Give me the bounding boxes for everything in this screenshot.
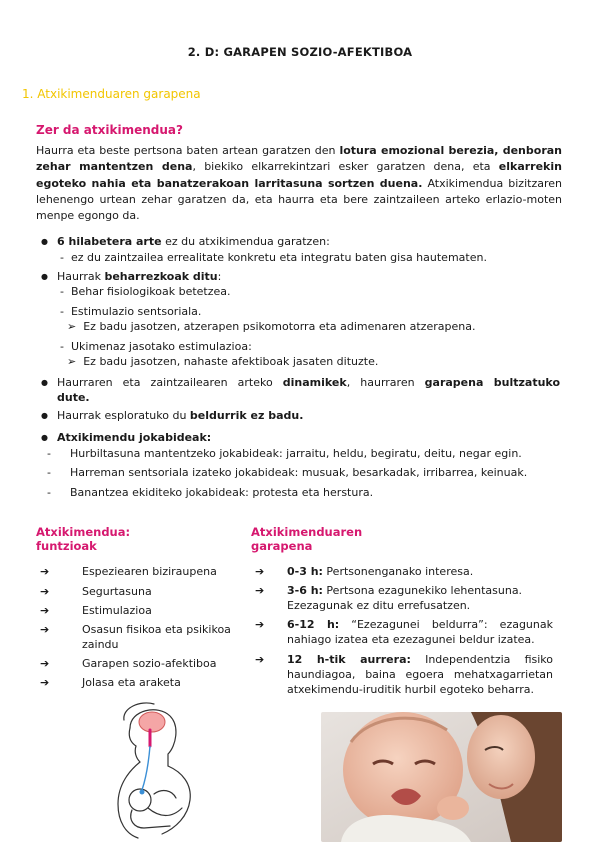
bullet-2-sub-3: - Ukimenaz jasotako estimulazioa: [60, 340, 252, 353]
bullet-2-arrow-1: ➢ Ez badu jasotzen, atzerapen psikomotorra eta adimenaren atzerapena. [67, 320, 476, 333]
intro-text-3: Atxikimendua bizitzaren lehenengo urtean zehar garatzen da, eta haurra eta bere zaintzaileen arteko erlazio-moten menpe egongo da. [36, 176, 562, 223]
development-item-1: 0-3 h: Pertsonenganako interesa. [287, 565, 474, 578]
development-item-4-cont-2: atxekimendu-iruditik hurbil egoteko beharra. [287, 683, 534, 696]
arrow-icon: ➔ [255, 565, 265, 578]
mother-baby-photo [321, 712, 562, 842]
development-item-3-cont: nahiago izatea eta ezezagunei beldur izatea. [287, 633, 535, 646]
arrow-icon: ➔ [255, 584, 265, 597]
bullet-1-bold: 6 hilabetera arte [57, 235, 162, 248]
function-item: Segurtasuna [82, 585, 152, 598]
bullet-1 [57, 234, 330, 249]
intro-paragraph [36, 143, 562, 224]
bullet-5-sub-3-text: Banantzea ekiditeko jokabideak: protesta eta herstura. [70, 486, 374, 499]
bullet-5: Atxikimendu jokabideak: [57, 431, 212, 444]
arrow-icon: ➔ [40, 565, 50, 578]
bullet-3-cont: dute. [57, 391, 90, 404]
bullet-dot: ● [41, 272, 48, 281]
function-item: Estimulazioa [82, 604, 152, 617]
arrow-icon: ➔ [40, 585, 50, 598]
mother-baby-illustration [110, 700, 210, 840]
arrow-icon: ➔ [40, 604, 50, 617]
bullet-4: Haurrak esploratuko du beldurrik ez badu. [57, 409, 304, 422]
bullet-5-sub-2: - [47, 466, 51, 479]
function-item: Jolasa eta araketa [82, 676, 181, 689]
bullet-dot: ● [41, 411, 48, 420]
function-item: Garapen sozio-afektiboa [82, 657, 217, 670]
bullet-1-sub: - ez du zaintzailea errealitate konkretu eta integratu baten gisa hautematen. [60, 251, 487, 264]
development-item-4-cont-1: haundiagoa, baina egoera mehatxagarrietan [287, 668, 553, 681]
bullet-5-sub-2-text: Harreman sentsoriala izateko jokabideak: musuak, besarkadak, irribarrea, keinuak. [70, 466, 528, 479]
development-item-2: 3-6 h: Pertsona ezagunekiko lehentasuna. [287, 584, 523, 597]
bullet-dot: ● [41, 378, 48, 387]
section-heading: 1. Atxikimenduaren garapena [22, 87, 201, 101]
intro-text-2: , biekiko elkarrekintzari esker garatzen dena, eta [192, 160, 499, 174]
bullet-5-sub-1: - [47, 447, 51, 460]
intro-bold-2: elkarrekin egoteko nahia eta banatzerakoan larritasuna sortzen duena. [36, 160, 562, 190]
functions-heading: Atxikimendua: funtzioak [36, 525, 131, 553]
bullet-5-sub-1-text: Hurbiltasuna mantentzeko jokabideak: jarraitu, heldu, begiratu, deitu, negar egin. [70, 447, 522, 460]
intro-bold-1: lotura emozional berezia, denboran zehar mantentzen dena [36, 144, 562, 174]
bullet-2-sub-1: - Behar fisiologikoak betetzea. [60, 285, 231, 298]
development-heading: Atxikimenduaren garapena [251, 525, 363, 553]
bullet-5-sub-3: - [47, 486, 51, 499]
development-item-3: 6-12 h: “Ezezagunei beldurra”: ezagunak [287, 618, 553, 631]
development-item-4: 12 h-tik aurrera: Independentzia fisiko [287, 653, 553, 666]
bullet-dot: ● [41, 237, 48, 246]
function-item: Espeziearen biziraupena [82, 565, 217, 578]
bullet-1-text: ez du atxikimendua garatzen: [161, 235, 330, 248]
intro-text-1: Haurra eta beste pertsona baten artean garatzen den [36, 144, 340, 157]
question-heading: Zer da atxikimendua? [36, 123, 183, 137]
bullet-2-arrow-2: ➢ Ez badu jasotzen, nahaste afektiboak jasaten dituzte. [67, 355, 379, 368]
page-title: 2. D: GARAPEN SOZIO-AFEKTIBOA [187, 45, 413, 59]
arrow-icon: ➔ [40, 676, 50, 689]
function-item-cont: zaindu [82, 638, 119, 651]
arrow-icon: ➔ [255, 653, 265, 666]
bullet-3: Haurraren eta zaintzailearen arteko dinamikek, haurraren garapena bultzatuko [57, 376, 561, 389]
arrow-icon: ➔ [255, 618, 265, 631]
function-item: Osasun fisikoa eta psikikoa [82, 623, 231, 636]
arrow-icon: ➔ [40, 623, 50, 636]
bullet-2-sub-2: - Estimulazio sentsoriala. [60, 305, 202, 318]
development-item-2-cont: Ezezagunak ez ditu errefusatzen. [287, 599, 471, 612]
bullet-2: Haurrak beharrezkoak ditu: [57, 270, 222, 283]
bullet-dot: ● [41, 433, 48, 442]
arrow-icon: ➔ [40, 657, 50, 670]
